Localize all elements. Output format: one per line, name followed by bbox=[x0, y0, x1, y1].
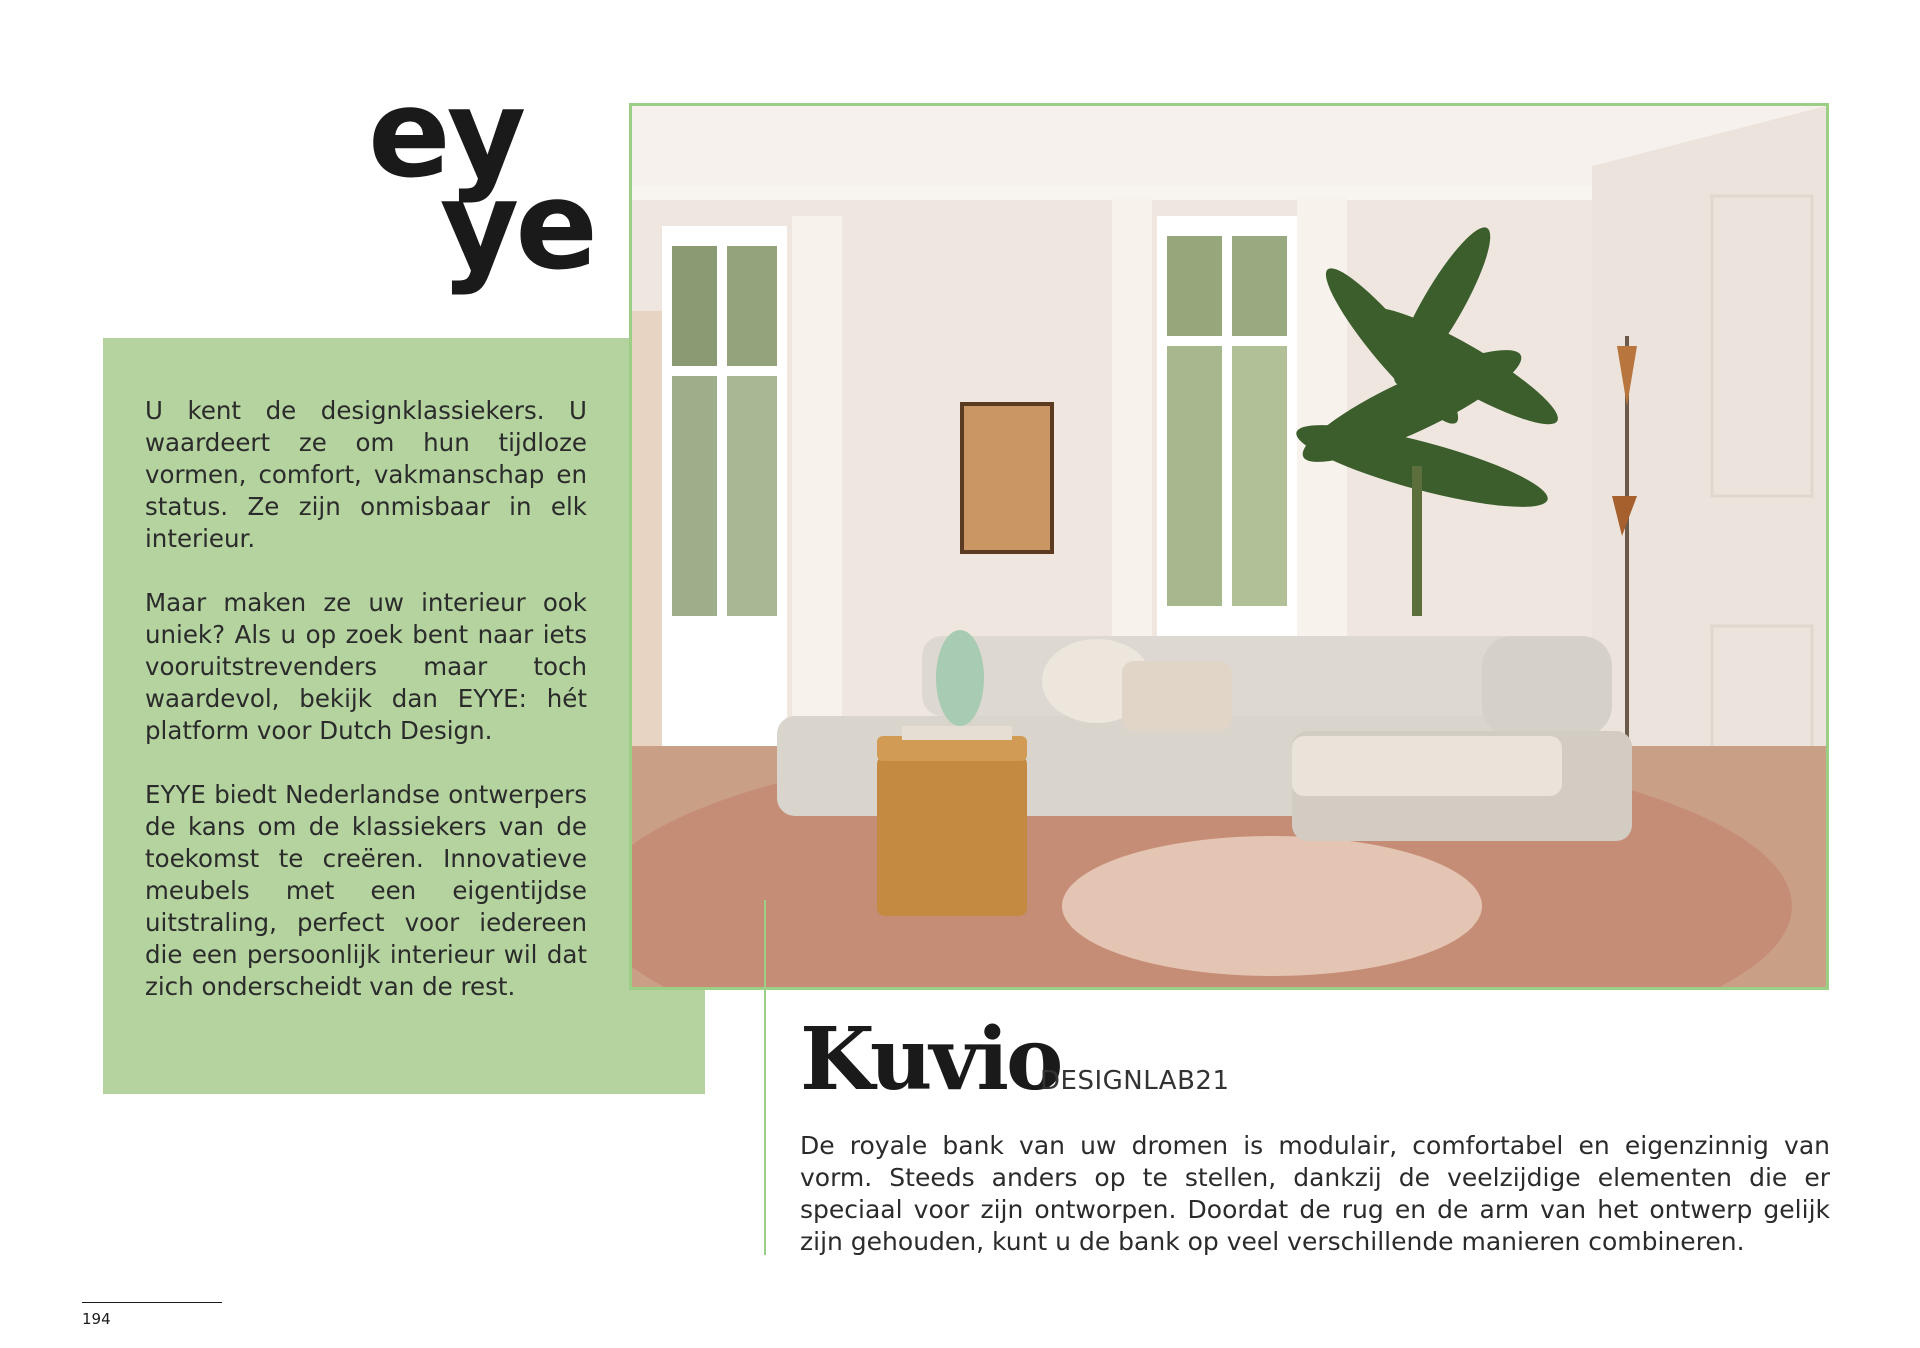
page-number: 194 bbox=[82, 1310, 111, 1328]
intro-paragraph-3: EYYE biedt Nederlandse ontwerpers de kans om de klassiekers van de toekomst te creëren. Innovatieve meubels met een eigentijdse uitstraling, perfect voor iedereen die een persoonlijk interieur wil dat zich onderscheidt van de rest. bbox=[145, 780, 587, 1001]
product-brand: DESIGNLAB21 bbox=[1040, 1066, 1230, 1096]
living-room-illustration bbox=[632, 106, 1826, 987]
intro-text bbox=[145, 395, 587, 1035]
product-title: Kuvio bbox=[800, 1009, 1061, 1110]
logo-line-2: ye bbox=[439, 155, 594, 297]
vertical-accent-line bbox=[764, 900, 766, 1255]
logo-line-1: ey bbox=[368, 63, 523, 205]
sofa-photo bbox=[629, 103, 1829, 990]
product-description: De royale bank van uw dromen is modulair, comfortabel en eigenzinnig van vorm. Steeds anders op te stellen, dankzij de veelzijdige elementen die er speciaal voor zijn ontworpen. Doordat de rug en de arm van het ontwerp gelijk zijn gehouden, kunt u de bank op veel verschillende manieren combineren. bbox=[800, 1131, 1830, 1256]
intro-paragraph-2: Maar maken ze uw interieur ook uniek? Als u op zoek bent naar iets vooruitstrevenders maar toch waardevol, bekijk dan EYYE: hét platform voor Dutch Design. bbox=[145, 588, 587, 745]
page-number-rule bbox=[82, 1302, 222, 1303]
intro-paragraph-1: U kent de designklassiekers. U waardeert ze om hun tijdloze vormen, comfort, vakmanschap en status. Ze zijn onmisbaar in elk interieur. bbox=[145, 396, 587, 553]
eyye-logo bbox=[368, 63, 598, 297]
